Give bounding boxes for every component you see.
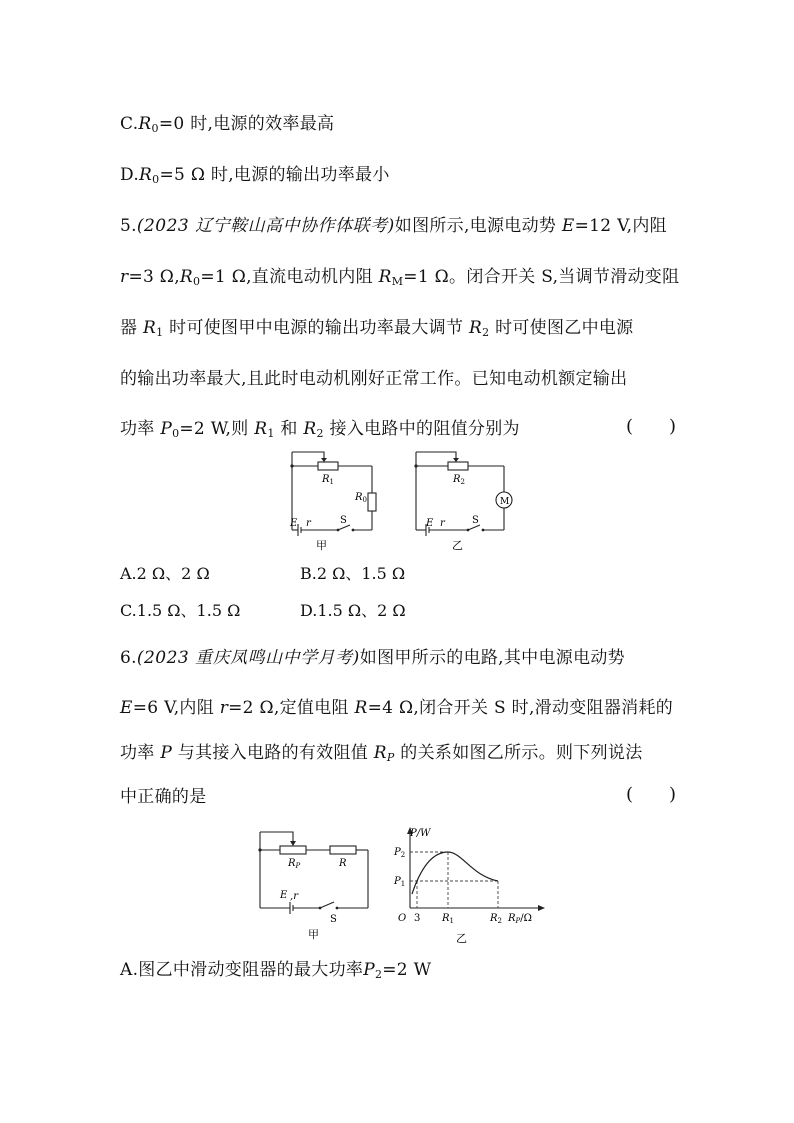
q5-line-3: 器 $R_1$ 时可使图甲中电源的输出功率最大调节 $R_2$ 时可使图乙中电源: [120, 318, 634, 339]
q6-jia-s-label: S: [330, 914, 337, 925]
q5-yi-s-label: S: [472, 515, 479, 526]
q6-line-2: E=6 V,内阻 r=2 Ω,定值电阻 R=4 Ω,闭合开关 S 时,滑动变阻器消耗的: [120, 698, 674, 718]
q5-line-2: r=3 $\Omega,R_0=1$ Ω,直流电动机内阻 $R_M=1$ Ω。闭合开关 S,当调节滑动变阻: [120, 267, 680, 288]
q6-graph-x3-label: 3: [414, 913, 421, 924]
q6-graph-origin-label: O: [398, 913, 407, 924]
q5-yi-caption: 乙: [452, 539, 463, 552]
q5-yi-r2-label: $R_2$: [453, 474, 465, 486]
q6-graph-caption: 乙: [456, 932, 467, 945]
q5-yi-e-label: E: [426, 518, 434, 529]
q5-jia-caption: 甲: [316, 539, 327, 552]
q4-option-c: $C.R_0=0$ 时,电源的效率最高: [120, 114, 335, 135]
q6-graph-p2-label: $P_2$: [394, 847, 406, 859]
q6-circuit-jia: [250, 826, 380, 941]
q5-line-4: 的输出功率最大,且此时电动机刚好正常工作。已知电动机额定输出: [120, 369, 628, 389]
q6-option-a: A.图乙中滑动变阻器的最大功率$P_2=2$ W: [120, 960, 432, 981]
q6-graph-r2-label: $R_2$: [490, 913, 502, 925]
q5-option-c: C.1.5 Ω、1.5 Ω: [120, 601, 241, 620]
q6-graph-r1-label: $R_1$: [442, 913, 454, 925]
q5-yi-r-label: r: [440, 518, 445, 529]
q6-graph-x-arrow: [538, 905, 545, 911]
q4-option-d: $D.R_0=5$ Ω 时,电源的输出功率最小: [120, 165, 390, 186]
q6-line-4: 中正确的是: [120, 787, 207, 807]
q5-answer-paren: ( ): [626, 416, 677, 437]
q5-circuit-jia: [280, 448, 390, 558]
q6-graph-y-label: P/W: [410, 828, 431, 839]
q5-option-b: B.2 Ω、1.5 Ω: [300, 564, 406, 583]
q5-jia-r1-label: $R_1$: [322, 474, 334, 486]
q6-jia-caption: 甲: [308, 928, 319, 941]
q5-jia-r-label: r: [306, 518, 311, 529]
q5-line-1: 5.(2023 辽宁鞍山高中协作体联考)如图所示,电源电动势 E=12 V,内阻: [120, 216, 667, 236]
q6-jia-r-label: R: [339, 858, 347, 869]
q5-circuit-yi: [408, 448, 523, 558]
q6-answer-paren: ( ): [626, 784, 677, 805]
q6-line-1: 6.(2023 重庆凤鸣山中学月考)如图甲所示的电路,其中电源电动势: [120, 648, 625, 668]
q6-jia-smallr-label: ,r: [290, 891, 298, 902]
q6-graph-x-label: $R_P/\Omega$: [508, 913, 532, 925]
q6-graph-power-curve: [412, 852, 498, 894]
q5-option-a: A.2 Ω、2 Ω: [120, 564, 210, 583]
q6-jia-rp-label: $R_P$: [288, 858, 301, 870]
q5-jia-s-label: S: [340, 515, 347, 526]
q6-graph-p1-label: $P_1$: [394, 876, 406, 888]
q5-yi-motor-label: M: [500, 497, 510, 507]
q5-option-d: D.1.5 Ω、2 Ω: [300, 601, 406, 620]
q6-line-3: 功率 P 与其接入电路的有效阻值 $R_P$ 的关系如图乙所示。则下列说法: [120, 743, 643, 764]
q6-graph-yi: [390, 824, 550, 946]
q5-line-5: 功率 $P_0=2$ W,则 $R_1$ 和 $R_2$ 接入电路中的阻值分别为: [120, 419, 520, 440]
q5-jia-e-label: E: [290, 518, 298, 529]
q5-jia-r0-label: $R_0$: [355, 492, 367, 504]
q6-jia-e-label: E: [280, 890, 288, 901]
